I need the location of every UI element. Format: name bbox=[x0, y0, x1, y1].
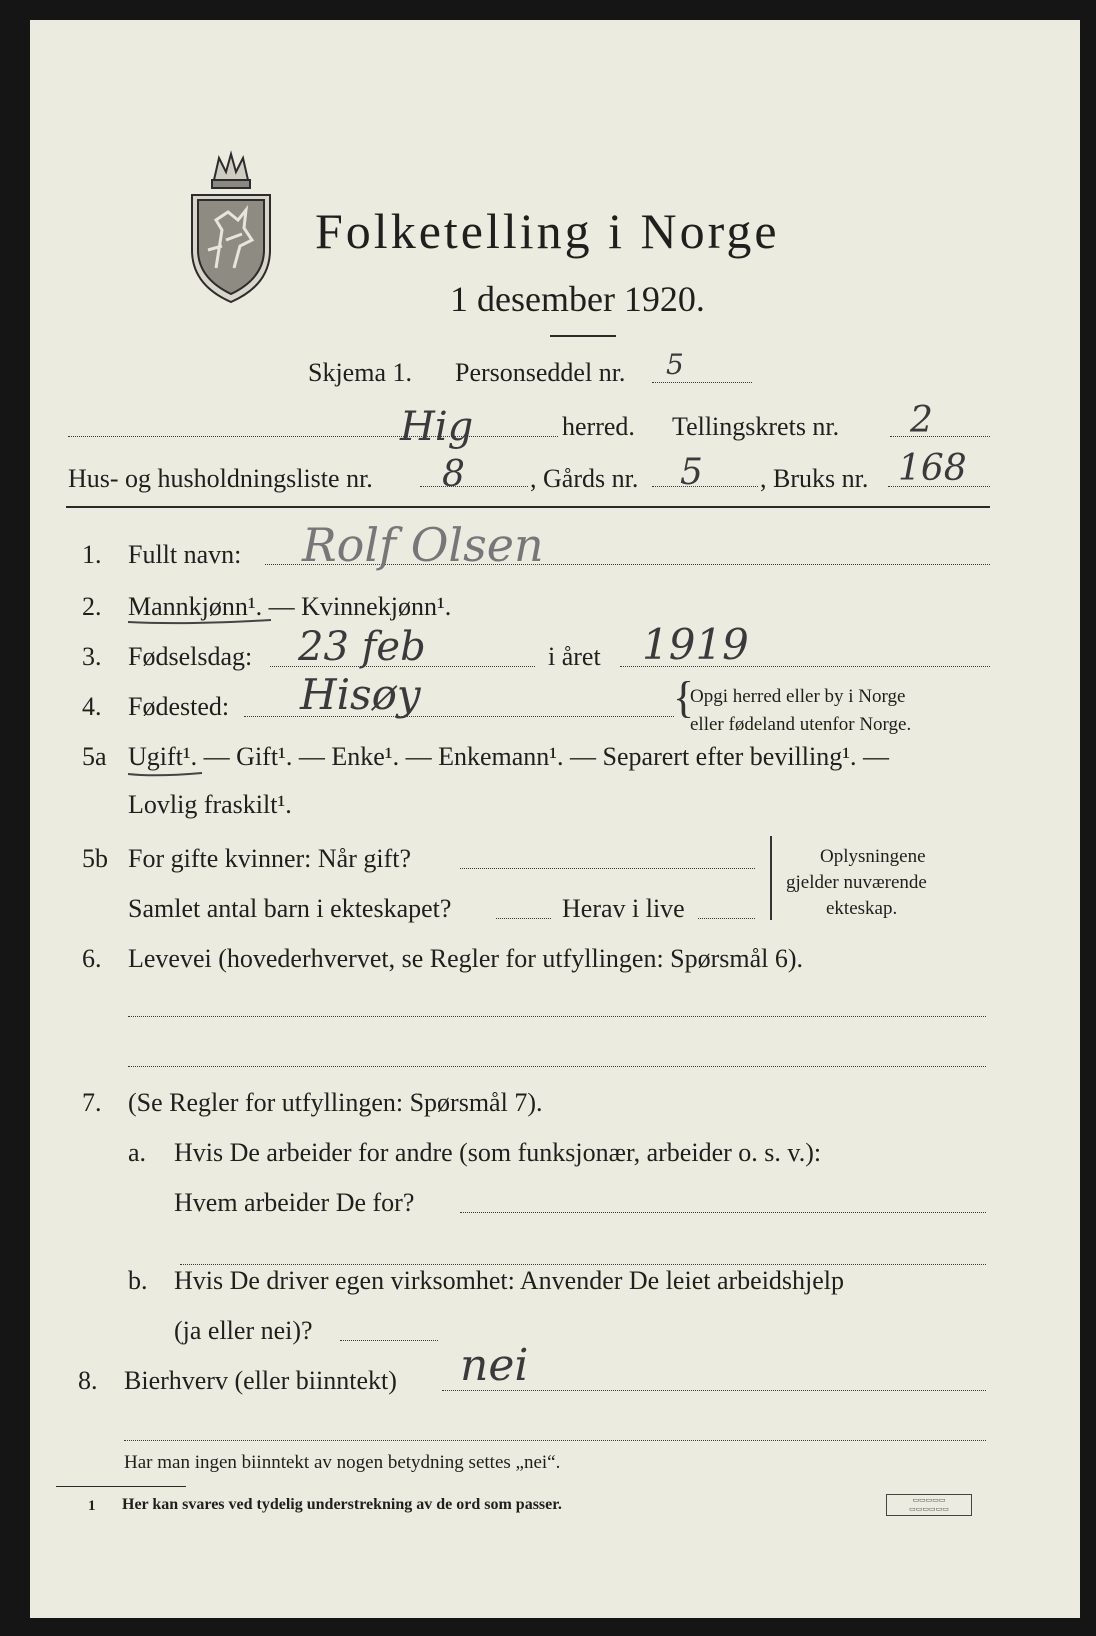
printer-stamp-icon: ▭▭▭▭▭ ▭▭▭▭▭▭ bbox=[886, 1494, 972, 1516]
herred-label: herred. bbox=[562, 412, 635, 441]
gards-value: 5 bbox=[680, 452, 703, 493]
personseddel-line bbox=[652, 382, 752, 383]
q1-value: Rolf Olsen bbox=[302, 518, 544, 572]
q5a-line-2: Lovlig fraskilt¹. bbox=[128, 790, 292, 819]
q8-number: 8. bbox=[78, 1366, 98, 1395]
tellingskrets-label: Tellingskrets nr. bbox=[672, 412, 840, 441]
q6-line-1 bbox=[128, 1016, 986, 1017]
q4-label: Fødested: bbox=[128, 692, 230, 721]
q6-label: Levevei (hovederhvervet, se Regler for utfyllingen: Spørsmål 6). bbox=[128, 944, 804, 973]
personseddel-value: 5 bbox=[666, 348, 684, 381]
q5b-children-line bbox=[496, 918, 551, 919]
tellingskrets-value: 2 bbox=[910, 400, 933, 441]
gards-label: , Gårds nr. bbox=[530, 464, 639, 493]
q4-note-2: eller fødeland utenfor Norge. bbox=[690, 714, 912, 735]
q7a-line-1: Hvis De arbeider for andre (som funksjonær, arbeider o. s. v.): bbox=[174, 1138, 822, 1167]
bruks-label: , Bruks nr. bbox=[760, 464, 869, 493]
husliste-label: Hus- og husholdningsliste nr. bbox=[68, 464, 373, 493]
ugift-underline bbox=[126, 768, 206, 780]
q3-label: Fødselsdag: bbox=[128, 642, 253, 671]
personseddel-label: Personseddel nr. bbox=[455, 358, 626, 387]
q4-note-1: Opgi herred eller by i Norge bbox=[690, 686, 906, 707]
census-form-page bbox=[30, 20, 1080, 1618]
q7a-letter: a. bbox=[128, 1138, 147, 1167]
q3-number: 3. bbox=[82, 642, 102, 671]
header-rule bbox=[66, 506, 990, 508]
q5a-line-1: Ugift¹. — Gift¹. — Enke¹. — Enkemann¹. — Separert efter bevilling¹. — bbox=[128, 742, 890, 771]
q7-number: 7. bbox=[82, 1088, 102, 1117]
tellingskrets-line bbox=[890, 436, 990, 437]
q5b-line-2a: Samlet antal barn i ekteskapet? bbox=[128, 894, 452, 923]
q5b-line-2b: Herav i live bbox=[562, 894, 685, 923]
q3-value: 23 feb bbox=[298, 624, 426, 670]
q7b-line-1: Hvis De driver egen virksomhet: Anvender De leiet arbeidshjelp bbox=[174, 1266, 845, 1295]
q7a-line-extra bbox=[180, 1264, 986, 1265]
q7a-line-2: Hvem arbeider De for? bbox=[174, 1188, 415, 1217]
husliste-value: 8 bbox=[442, 454, 465, 495]
q7b-line bbox=[340, 1340, 438, 1341]
q4-value: Hisøy bbox=[300, 670, 421, 719]
q1-number: 1. bbox=[82, 540, 102, 569]
q1-label: Fullt navn: bbox=[128, 540, 242, 569]
q3-year-label: i året bbox=[548, 642, 601, 671]
herred-line bbox=[68, 436, 558, 437]
coat-of-arms-icon bbox=[186, 150, 276, 308]
form-title: Folketelling i Norge bbox=[315, 203, 780, 259]
q5b-brace bbox=[770, 836, 778, 920]
q5a-number: 5a bbox=[82, 742, 107, 771]
q7b-line-2: (ja eller nei)? bbox=[174, 1316, 313, 1345]
q4-number: 4. bbox=[82, 692, 102, 721]
footnote-text: Her kan svares ved tydelig understrekning av de ord som passer. bbox=[122, 1496, 562, 1513]
footer-note: Har man ingen biinntekt av nogen betydning settes „nei“. bbox=[124, 1452, 561, 1473]
q7a-line bbox=[460, 1212, 986, 1213]
q7-label: (Se Regler for utfyllingen: Spørsmål 7). bbox=[128, 1088, 543, 1117]
form-date: 1 desember 1920. bbox=[450, 279, 705, 319]
q4-brace: { bbox=[673, 673, 695, 722]
q6-line-2 bbox=[128, 1066, 986, 1067]
gards-line bbox=[652, 486, 758, 487]
q5b-note-3: ekteskap. bbox=[826, 898, 898, 919]
q8-line-extra bbox=[124, 1440, 986, 1441]
q5b-note-2: gjelder nuværende bbox=[786, 872, 927, 893]
title-divider bbox=[550, 335, 616, 337]
footnote-rule bbox=[56, 1486, 186, 1487]
q3-year-value: 1919 bbox=[642, 620, 749, 669]
husliste-line bbox=[420, 486, 528, 487]
skjema-label: Skjema 1. bbox=[308, 358, 412, 387]
q2-label: Mannkjønn¹. — Kvinnekjønn¹. bbox=[128, 592, 452, 621]
q5b-when-line bbox=[460, 868, 755, 869]
q8-value: nei bbox=[460, 1340, 529, 1391]
bruks-value: 168 bbox=[898, 448, 967, 489]
q5b-number: 5b bbox=[82, 844, 108, 873]
q6-number: 6. bbox=[82, 944, 102, 973]
q8-label: Bierhverv (eller biinntekt) bbox=[124, 1366, 397, 1395]
herred-value: Hig bbox=[400, 404, 474, 450]
q5b-note-1: Oplysningene bbox=[820, 846, 926, 867]
q7b-letter: b. bbox=[128, 1266, 148, 1295]
q5b-line-1: For gifte kvinner: Når gift? bbox=[128, 844, 412, 873]
q2-number: 2. bbox=[82, 592, 102, 621]
mannkjonn-underline bbox=[126, 616, 276, 628]
q5b-alive-line bbox=[698, 918, 755, 919]
footnote-mark: 1 bbox=[88, 1498, 96, 1514]
